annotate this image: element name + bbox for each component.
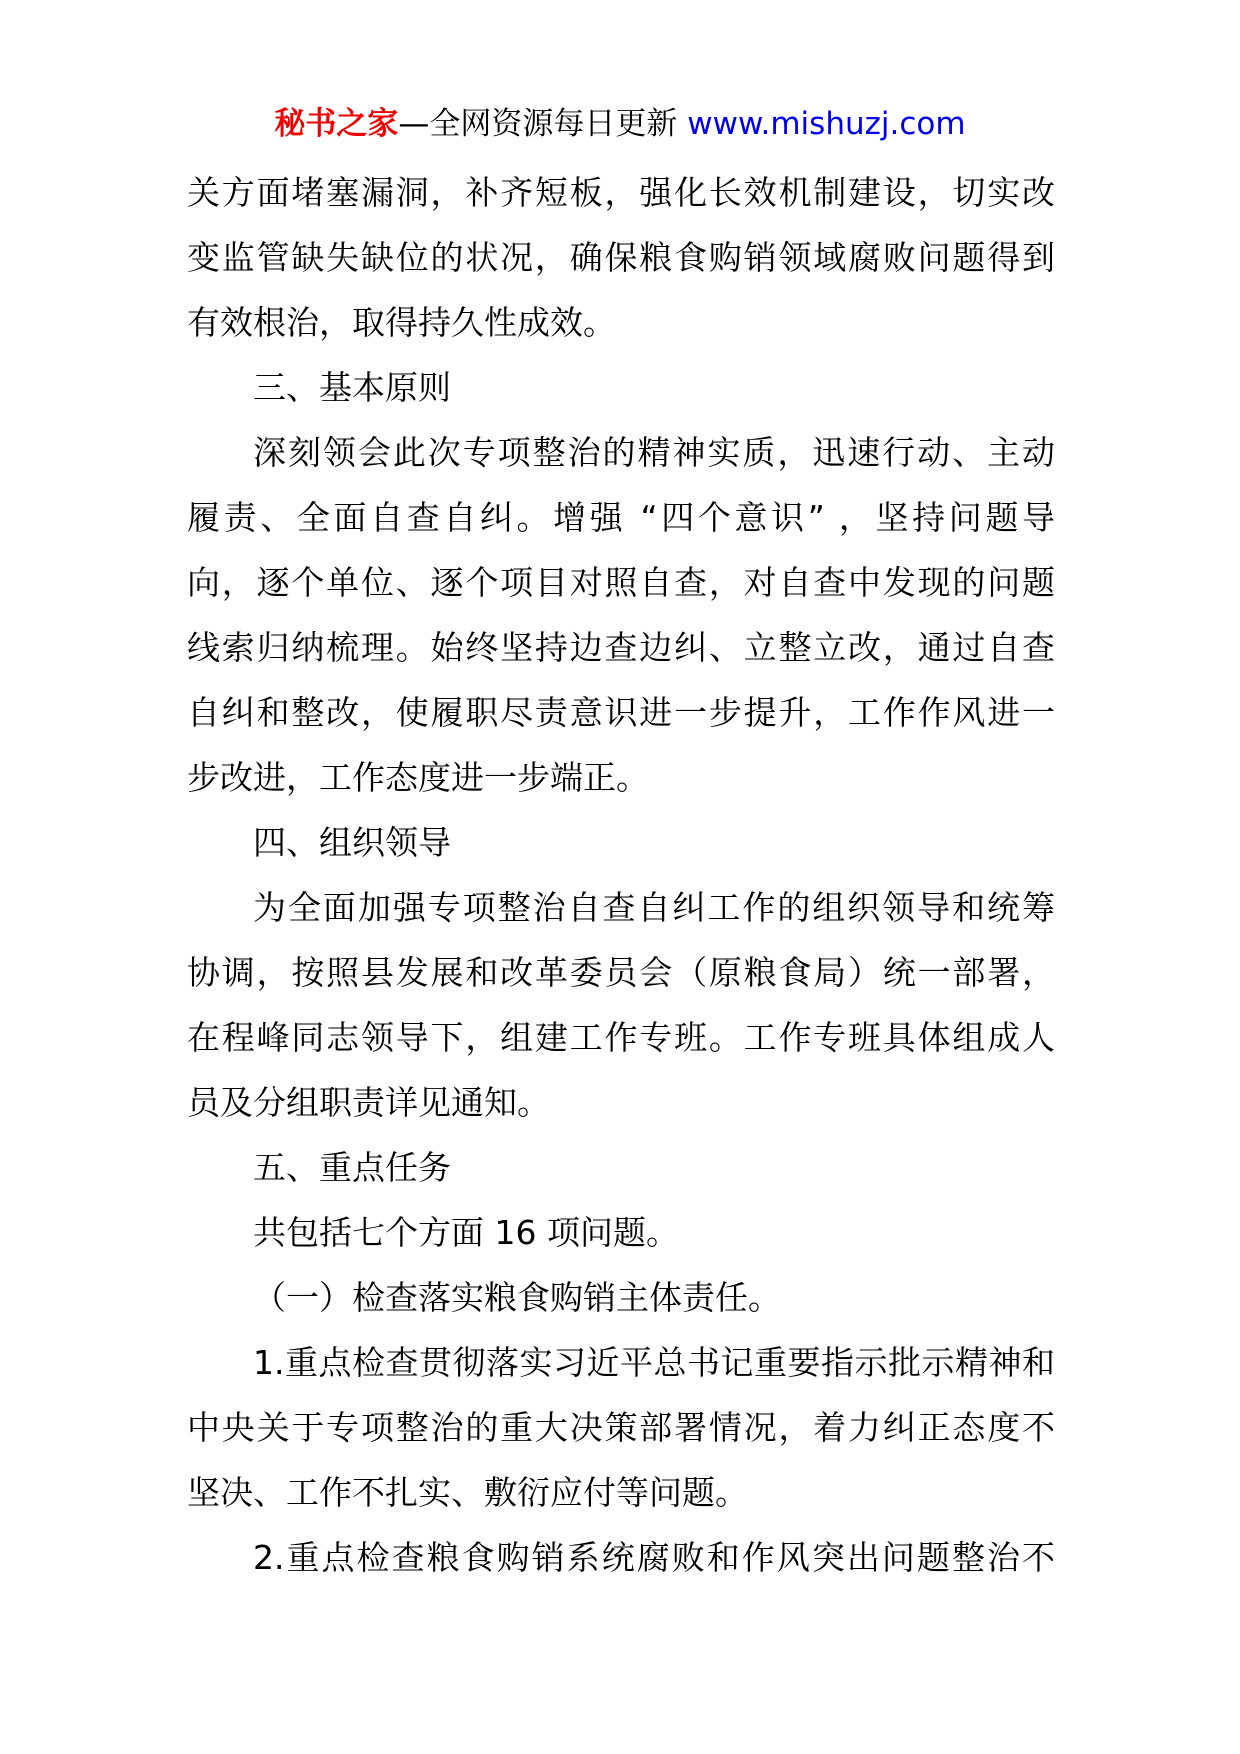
paragraph-line: 深刻领会此次专项整治的精神实质，迅速行动、主动 xyxy=(253,433,1055,472)
paragraph-line: 在程峰同志领导下，组建工作专班。工作专班具体组成人 xyxy=(187,1018,1055,1057)
site-brand: 秘书之家 xyxy=(274,106,399,142)
site-url-link[interactable]: www.mishuzj.com xyxy=(687,106,966,142)
paragraph-line: 协调，按照县发展和改革委员会（原粮食局）统一部署， xyxy=(187,953,1055,992)
paragraph-line: 变监管缺失缺位的状况，确保粮食购销领域腐败问题得到 xyxy=(187,238,1055,277)
paragraph-line: 2.重点检查粮食购销系统腐败和作风突出问题整治不 xyxy=(253,1538,1055,1577)
paragraph-line: 关方面堵塞漏洞，补齐短板，强化长效机制建设，切实改 xyxy=(187,173,1055,212)
paragraph-line: 向，逐个单位、逐个项目对照自查，对自查中发现的问题 xyxy=(187,563,1055,602)
site-tagline: —全网资源每日更新 xyxy=(398,106,688,142)
paragraph-line: 共包括七个方面 16 项问题。 xyxy=(253,1213,679,1252)
section-heading: 四、组织领导 xyxy=(253,823,451,862)
subsection-heading: （一）检查落实粮食购销主体责任。 xyxy=(253,1278,781,1317)
paragraph-line: 有效根治，取得持久性成效。 xyxy=(187,303,616,342)
paragraph-line: 为全面加强专项整治自查自纠工作的组织领导和统筹 xyxy=(253,888,1055,927)
document-body xyxy=(187,160,1055,1590)
section-heading: 五、重点任务 xyxy=(253,1148,451,1187)
paragraph-line: 线索归纳梳理。始终坚持边查边纠、立整立改，通过自查 xyxy=(187,628,1055,667)
paragraph-line: 员及分组职责详见通知。 xyxy=(187,1083,550,1122)
paragraph-line: 1.重点检查贯彻落实习近平总书记重要指示批示精神和 xyxy=(253,1343,1055,1382)
paragraph-line: 步改进，工作态度进一步端正。 xyxy=(187,758,649,797)
paragraph-line: 履责、全面自查自纠。增强 “四个意识” ，坚持问题导 xyxy=(187,498,1055,537)
section-heading: 三、基本原则 xyxy=(253,368,451,407)
site-header xyxy=(0,100,1240,148)
paragraph-line: 自纠和整改，使履职尽责意识进一步提升，工作作风进一 xyxy=(187,693,1055,732)
paragraph-line: 坚决、工作不扎实、敷衍应付等问题。 xyxy=(187,1473,748,1512)
paragraph-line: 中央关于专项整治的重大决策部署情况，着力纠正态度不 xyxy=(187,1408,1055,1447)
